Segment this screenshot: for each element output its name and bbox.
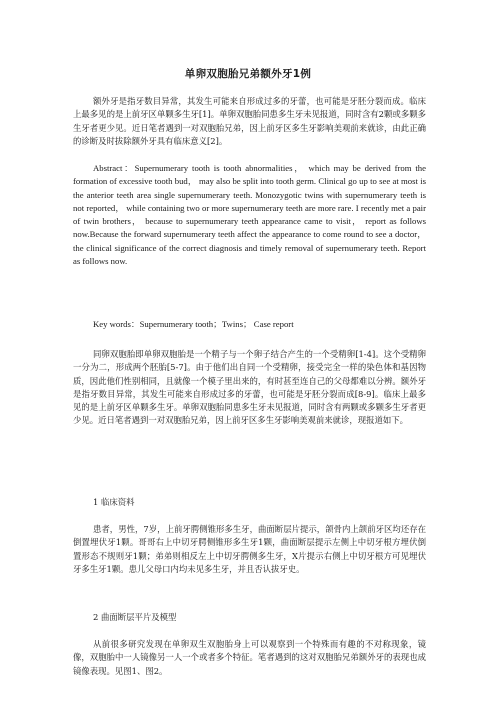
- section-heading-clinical-data: 1 临床资料: [93, 497, 135, 507]
- intro-paragraph: 额外牙是指牙数目异常，其发生可能来自形成过多的牙蕾，也可能是牙胚分裂而成。临床上最多见的是上前牙区单颗多生牙[1]。单卵双胞胎同患多生牙未见报道，同时含有2颗或多颗多生牙者更少见。近日笔者遇到一对双胞胎兄弟，因上前牙区多生牙影响美观前来就诊，由此正确的诊断及时拔除额外牙具有临床意义[2]。: [73, 96, 426, 146]
- section-heading-panorama: 2 曲面断层平片及模型: [93, 612, 177, 622]
- article-title: 单卵双胞胎兄弟额外牙1例: [184, 68, 312, 80]
- keywords-line: Key words：Supernumerary tooth；Twins； Case report: [93, 319, 294, 329]
- abstract-paragraph: Abstract：Supernumerary tooth is tooth abnormalities， which may be derived from the formation of excessive tooth bud， may also be split into tooth germ. Clinical go up to see at most is the anterior teeth area single supernumerary teeth. Monozygotic twins with supernumerary teeth is not reported， while containing two or more supernumerary teeth are more rare. I recently met a pair of twin brothers， because to supernumerary teeth appearance came to visit， report as follows now.Because the forward supernumerary teeth affect the appearance to come round to see a doctor， the clinical significance of the correct diagnosis and timely removal of supernumerary teeth. Report as follows now.: [73, 163, 426, 267]
- background-paragraph: 同卵双胞胎即单卵双胞胎是一个精子与一个卵子结合产生的一个受精卵[1-4]。这个受精卵一分为二，形成两个胚胎[5-7]。由于他们出自同一个受精卵，接受完全一样的染色体和基因物质，因此他们性别相同，且就像一个模子里出来的，有时甚至连自己的父母都难以分辨。额外牙是指牙数目异常，其发生可能来自形成过多的牙蕾，也可能是牙胚分裂而成[8-9]。临床上最多见的是上前牙区单颗多生牙。单卵双胞胎同患多生牙未见报道，同时含有两颗或多颗多生牙者更少见。近日笔者遇到一对双胞胎兄弟，因上前牙区多生牙影响美观前来就诊，现报道如下。: [73, 349, 426, 426]
- case-report-paragraph: 患者，男性，7岁，上前牙腭侧锥形多生牙，曲面断层片提示，颌骨内上颌前牙区均还存在倒置埋伏牙1颗。哥哥右上中切牙腭侧锥形多生牙1颗，曲面断层提示左侧上中切牙根方埋伏倒置形态不规则牙1颗；弟弟则相反左上中切牙腭侧多生牙，X片提示右侧上中切牙根方可见埋伏牙多生牙1颗。患儿父母口内均未见多生牙，并且否认拔牙史。: [73, 524, 426, 574]
- panorama-paragraph: 从前很多研究发现在单卵双生双胞胎身上可以观察到一个特殊而有趣的不对称现象，镜像，双胞胎中一人镜像另一人一个或者多个特征。笔者遇到的这对双胞胎兄弟额外牙的表现也成镜像表现。见图1、图2。: [73, 639, 426, 676]
